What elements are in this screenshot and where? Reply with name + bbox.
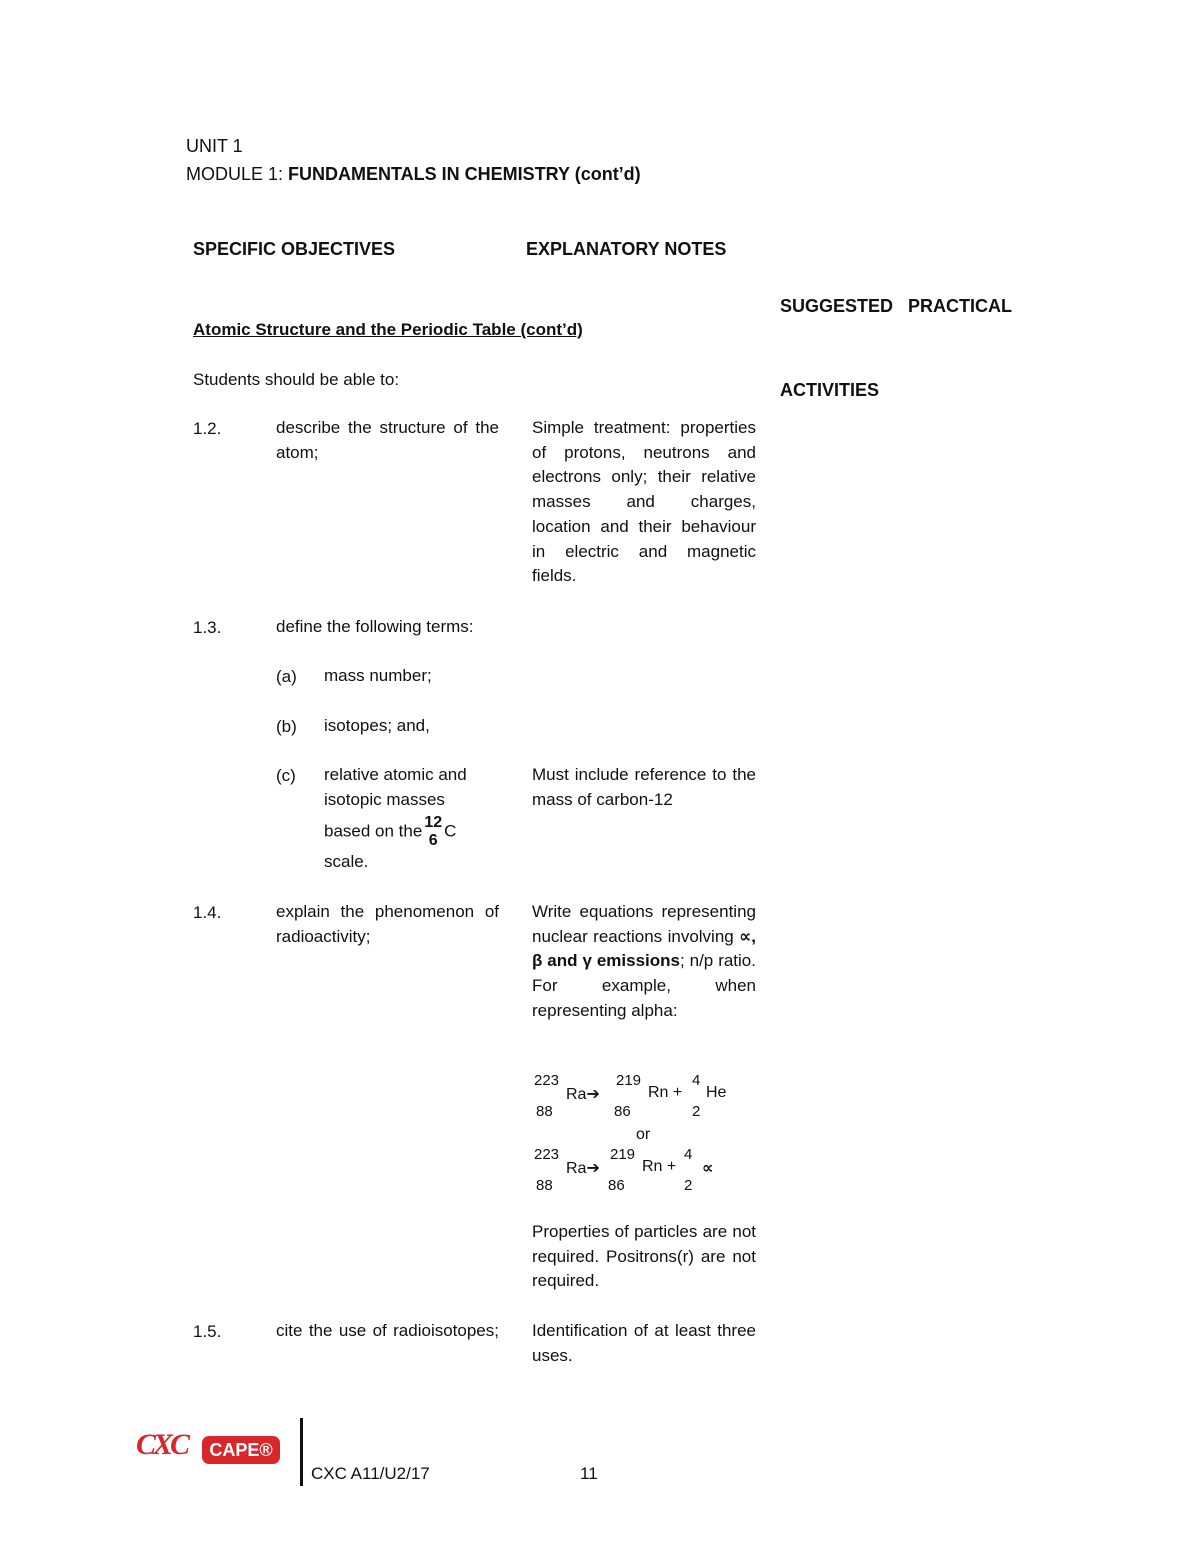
module-title: FUNDAMENTALS IN CHEMISTRY (cont’d) — [288, 164, 641, 184]
objective-number: 1.2. — [193, 419, 222, 438]
ra-label: Ra — [566, 1086, 587, 1103]
arrow-icon: ➔ — [586, 1086, 600, 1103]
ra-symbol — [566, 1084, 600, 1104]
isotope-atomic-number: 6 — [428, 832, 438, 850]
isotope-notation — [424, 814, 442, 850]
footer-divider — [300, 1418, 303, 1486]
objective-number: 1.3. — [193, 618, 222, 637]
ra-symbol — [566, 1158, 600, 1178]
practical-activities-line-1: SUGGESTED PRACTICAL — [780, 296, 1013, 316]
explanatory-note — [532, 900, 756, 1024]
rn-atomic-number: 86 — [608, 1177, 625, 1194]
document-code: CXC A11/U2/17 — [311, 1464, 430, 1483]
alpha-mass-number: 4 — [684, 1146, 693, 1163]
objective-number: 1.4. — [193, 903, 222, 922]
he-atomic-number: 2 — [692, 1103, 701, 1120]
alpha-symbol: ∝, — [739, 926, 756, 946]
ra-mass-number: 223 — [534, 1146, 560, 1163]
ra-atomic-number: 88 — [536, 1103, 553, 1120]
sub-item-text: isotopes; and, — [324, 716, 430, 735]
rn-mass-number: 219 — [610, 1146, 636, 1163]
sub-item-line: scale. — [324, 852, 369, 872]
page-number: 11 — [580, 1464, 598, 1483]
rn-symbol: Rn + — [642, 1158, 677, 1175]
alpha-particle-symbol: ∝ — [702, 1160, 714, 1177]
sub-item-label: (a) — [276, 667, 297, 686]
rn-mass-number: 219 — [616, 1072, 642, 1089]
sub-item-line — [324, 814, 499, 850]
practical-activities-line-2: ACTIVITIES — [780, 380, 880, 400]
explanatory-note: Simple treatment: properties of protons, neutrons and electrons only; their relative masses and charges, location and their behaviour in electric and magnetic fields. — [532, 418, 756, 586]
explanatory-note: Must include reference to the mass of carbon-12 — [532, 765, 756, 809]
objective-text: describe the structure of the atom; — [276, 418, 499, 462]
specific-objectives-heading: SPECIFIC OBJECTIVES — [193, 239, 396, 259]
unit-heading: UNIT 1 — [186, 136, 243, 156]
explanatory-notes-heading: EXPLANATORY NOTES — [526, 239, 727, 259]
note-text: ; n/p ratio. For example, when representing alpha: — [532, 951, 756, 1020]
sub-item-label: (b) — [276, 717, 297, 736]
sub-item-text — [324, 763, 499, 875]
isotope-mass-number: 12 — [424, 814, 443, 832]
practical-activities-heading — [780, 236, 1012, 432]
note-text: Write equations representing nuclear reactions involving — [532, 902, 756, 946]
intro-text: Students should be able to: — [193, 370, 400, 389]
explanatory-note: Properties of particles are not required. Positrons(r) are not required. — [532, 1222, 756, 1291]
ra-atomic-number: 88 — [536, 1177, 553, 1194]
cxc-logo-text: CXC — [136, 1428, 188, 1461]
module-heading — [186, 164, 641, 185]
objective-text: cite the use of radioisotopes; — [276, 1321, 499, 1340]
sub-item-line: relative atomic and isotopic masses — [324, 765, 467, 809]
nuclear-equations — [532, 1070, 756, 1200]
objective-number: 1.5. — [193, 1322, 222, 1341]
module-prefix: MODULE 1: — [186, 164, 289, 184]
arrow-icon: ➔ — [586, 1160, 600, 1177]
he-symbol: He — [706, 1084, 727, 1101]
cxc-cape-logo — [136, 1424, 286, 1480]
he-mass-number: 4 — [692, 1072, 701, 1089]
rn-symbol: Rn + — [648, 1084, 683, 1101]
objective-text: define the following terms: — [276, 617, 474, 636]
alpha-atomic-number: 2 — [684, 1177, 693, 1194]
or-text: or — [636, 1126, 651, 1143]
rn-atomic-number: 86 — [614, 1103, 631, 1120]
explanatory-note: Identification of at least three uses. — [532, 1321, 756, 1365]
sub-item-text: mass number; — [324, 666, 432, 685]
ra-mass-number: 223 — [534, 1072, 560, 1089]
cape-logo-badge: CAPE® — [202, 1436, 280, 1464]
beta-gamma-text: β and γ emissions — [532, 951, 680, 971]
ra-label: Ra — [566, 1160, 587, 1177]
objective-text: explain the phenomenon of radioactivity; — [276, 902, 499, 946]
section-title: Atomic Structure and the Periodic Table (cont’d) — [193, 320, 583, 339]
sub-item-label: (c) — [276, 766, 296, 785]
sub-item-phrase: based on the — [324, 821, 423, 841]
isotope-symbol: C — [444, 821, 457, 841]
